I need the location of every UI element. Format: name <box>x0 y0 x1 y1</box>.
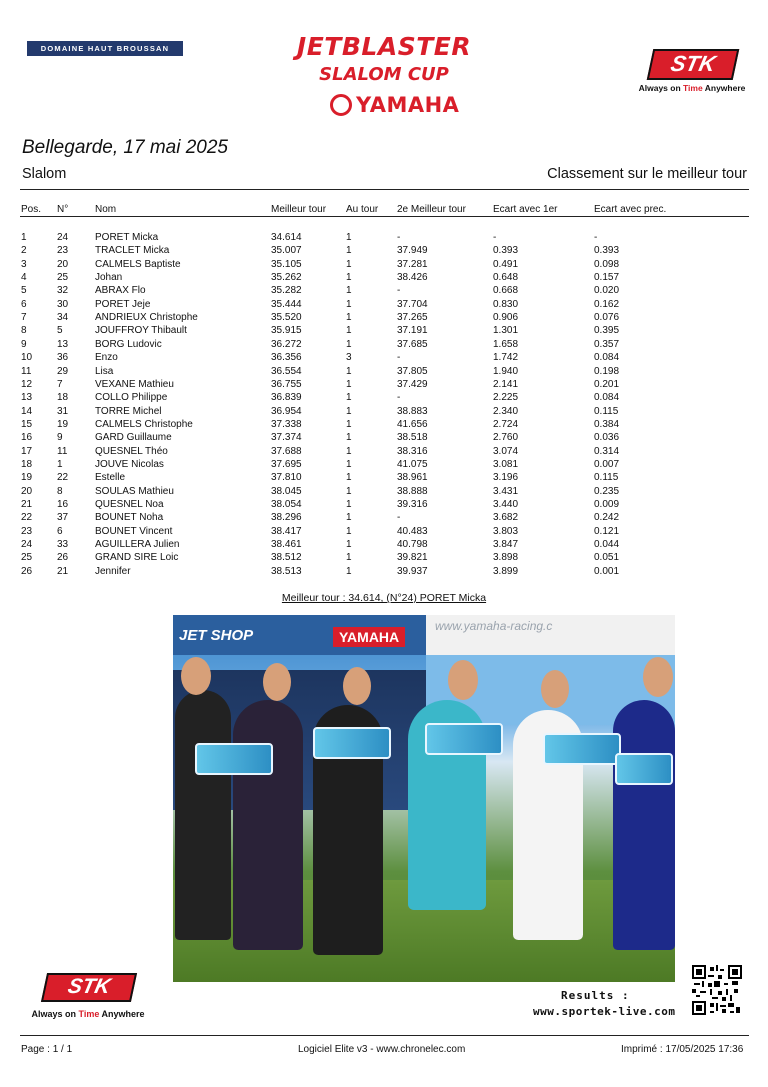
stk-tagline <box>637 83 747 93</box>
cell-best-lap: 37.374 <box>271 432 302 444</box>
cell-second-best: 37.805 <box>397 365 428 377</box>
cell-lap-number: 1 <box>346 418 352 430</box>
table-row <box>0 445 768 458</box>
person-head <box>181 657 211 695</box>
table-row <box>0 391 768 404</box>
cell-best-lap: 37.338 <box>271 418 302 430</box>
cell-second-best: 41.656 <box>397 418 428 430</box>
cell-second-best: - <box>397 512 401 524</box>
cell-name: TORRE Michel <box>95 405 162 417</box>
table-row <box>0 525 768 538</box>
cell-gap-prev: 0.157 <box>594 272 620 284</box>
cell-gap-prev: 0.235 <box>594 485 620 497</box>
cell-gap-first: 1.301 <box>493 325 519 337</box>
cell-second-best: 37.429 <box>397 378 428 390</box>
cell-number: 26 <box>57 552 69 564</box>
cell-second-best: 37.191 <box>397 325 428 337</box>
cell-best-lap: 34.614 <box>271 232 302 243</box>
cell-name: Enzo <box>95 352 118 364</box>
cell-second-best: 38.426 <box>397 272 428 284</box>
cell-best-lap: 35.520 <box>271 312 302 324</box>
cell-pos: 16 <box>21 432 33 444</box>
col-best-lap: Meilleur tour <box>271 204 327 215</box>
cell-lap-number: 1 <box>346 539 352 551</box>
cell-gap-prev: 0.007 <box>594 458 620 470</box>
cell-pos: 21 <box>21 499 33 510</box>
cell-pos: 12 <box>21 378 33 390</box>
cell-second-best: 38.518 <box>397 432 428 444</box>
cell-name: PORET Jeje <box>95 298 151 310</box>
cell-gap-first: 3.847 <box>493 539 519 551</box>
cell-second-best: 37.949 <box>397 245 428 257</box>
cell-gap-first: 2.141 <box>493 378 519 390</box>
cell-second-best: 39.821 <box>397 552 428 564</box>
cell-gap-first: 1.658 <box>493 338 519 350</box>
cell-best-lap: 37.688 <box>271 445 302 457</box>
cell-lap-number: 1 <box>346 258 352 270</box>
cell-pos: 25 <box>21 552 33 564</box>
cell-lap-number: 1 <box>346 325 352 337</box>
domaine-haut-broussan-logo: DOMAINE HAUT BROUSSAN <box>27 41 183 56</box>
cell-name: Johan <box>95 272 123 284</box>
cell-gap-prev: 0.036 <box>594 432 620 444</box>
cell-name: ABRAX Flo <box>95 285 146 297</box>
table-row <box>0 538 768 551</box>
cell-pos: 9 <box>21 338 27 350</box>
cell-best-lap: 38.054 <box>271 499 302 510</box>
stk-tagline-bottom <box>28 1009 148 1019</box>
cell-lap-number: 1 <box>346 445 352 457</box>
cell-pos: 11 <box>21 365 32 377</box>
cell-gap-first: 0.830 <box>493 298 519 310</box>
cell-gap-prev: 0.084 <box>594 392 620 404</box>
cell-best-lap: 35.262 <box>271 272 302 284</box>
cell-pos: 24 <box>21 539 33 551</box>
podium-person <box>175 690 231 940</box>
stk-logo-bottom: STK <box>41 973 137 1002</box>
cell-gap-first: 2.760 <box>493 432 519 444</box>
cell-gap-prev: 0.162 <box>594 298 620 310</box>
cell-gap-prev: 0.198 <box>594 365 620 377</box>
cell-gap-prev: - <box>594 232 598 243</box>
cell-second-best: 38.888 <box>397 485 428 497</box>
cell-pos: 22 <box>21 512 33 524</box>
cell-gap-prev: 0.084 <box>594 352 620 364</box>
cell-pos: 23 <box>21 525 33 537</box>
cell-gap-prev: 0.044 <box>594 539 620 551</box>
jetblaster-logo: JETBLASTER <box>296 32 472 61</box>
cell-second-best: 40.483 <box>397 525 428 537</box>
cell-second-best: 41.075 <box>397 458 428 470</box>
cell-name: CALMELS Christophe <box>95 418 193 430</box>
col-gap-first: Ecart avec 1er <box>493 204 558 215</box>
cell-pos: 18 <box>21 458 33 470</box>
cell-gap-first: 2.225 <box>493 392 519 404</box>
cell-second-best: 39.937 <box>397 565 428 577</box>
cell-lap-number: 1 <box>346 378 352 390</box>
cell-best-lap: 38.513 <box>271 565 302 577</box>
cell-name: QUESNEL Noa <box>95 499 164 510</box>
tagline-post: Anywhere <box>702 83 746 93</box>
cell-gap-first: 3.440 <box>493 499 519 510</box>
cell-pos: 2 <box>21 245 27 257</box>
cell-second-best: 37.704 <box>397 298 428 310</box>
footer-divider <box>20 1035 749 1036</box>
cell-gap-prev: 0.115 <box>594 472 619 484</box>
cell-pos: 8 <box>21 325 27 337</box>
cell-number: 37 <box>57 512 69 524</box>
table-row <box>0 258 768 271</box>
cell-lap-number: 1 <box>346 432 352 444</box>
col-lap-number: Au tour <box>346 204 379 215</box>
cell-second-best: 38.961 <box>397 472 428 484</box>
table-row <box>0 311 768 324</box>
cell-gap-prev: 0.384 <box>594 418 620 430</box>
cell-second-best: 40.798 <box>397 539 428 551</box>
cell-gap-first: 3.682 <box>493 512 519 524</box>
table-row <box>0 471 768 484</box>
table-row <box>0 298 768 311</box>
col-number: N° <box>57 204 69 215</box>
trophy <box>195 743 273 775</box>
cell-best-lap: 36.839 <box>271 392 302 404</box>
cell-name: CALMELS Baptiste <box>95 258 181 270</box>
cell-gap-first: 2.340 <box>493 405 519 417</box>
cell-name: Jennifer <box>95 565 131 577</box>
cell-best-lap: 35.282 <box>271 285 302 297</box>
cell-second-best: - <box>397 285 401 297</box>
cell-best-lap: 35.444 <box>271 298 302 310</box>
person-head <box>263 663 291 701</box>
table-row <box>0 458 768 471</box>
yamaha-wordmark: YAMAHA <box>356 93 460 117</box>
cell-name: GARD Guillaume <box>95 432 172 444</box>
cell-gap-prev: 0.076 <box>594 312 620 324</box>
cell-lap-number: 1 <box>346 458 352 470</box>
cell-lap-number: 1 <box>346 552 352 564</box>
cell-number: 34 <box>57 312 69 324</box>
cell-number: 11 <box>57 445 68 457</box>
cell-gap-first: 2.724 <box>493 418 519 430</box>
table-row <box>0 551 768 564</box>
table-row <box>0 511 768 524</box>
table-row <box>0 271 768 284</box>
person-head <box>541 670 569 708</box>
cell-number: 21 <box>57 565 69 577</box>
cell-pos: 17 <box>21 445 33 457</box>
cell-second-best: - <box>397 232 401 243</box>
cell-number: 30 <box>57 298 69 310</box>
cell-gap-first: 0.648 <box>493 272 519 284</box>
cell-gap-prev: 0.098 <box>594 258 620 270</box>
cell-gap-first: 1.940 <box>493 365 519 377</box>
results-label: Results : <box>561 989 630 1002</box>
cell-number: 22 <box>57 472 69 484</box>
cell-gap-prev: 0.020 <box>594 285 620 297</box>
cell-pos: 3 <box>21 258 27 270</box>
cell-pos: 26 <box>21 565 33 577</box>
cell-number: 13 <box>57 338 69 350</box>
podium-person <box>613 700 675 950</box>
cell-best-lap: 36.954 <box>271 405 302 417</box>
trophy <box>543 733 621 765</box>
cell-gap-prev: 0.314 <box>594 445 620 457</box>
cell-best-lap: 36.554 <box>271 365 302 377</box>
cell-number: 5 <box>57 325 63 337</box>
cell-name: GRAND SIRE Loic <box>95 552 179 564</box>
cell-lap-number: 1 <box>346 485 352 497</box>
table-header-divider <box>20 216 749 217</box>
table-row <box>0 378 768 391</box>
table-row <box>0 351 768 364</box>
person-head <box>643 657 673 697</box>
podium-person <box>233 700 303 950</box>
cell-pos: 7 <box>21 312 27 324</box>
cell-gap-prev: 0.051 <box>594 552 620 564</box>
yamaha-banner: YAMAHA <box>333 627 405 647</box>
table-row <box>0 498 768 511</box>
event-title: Bellegarde, 17 mai 2025 <box>22 137 228 158</box>
cell-number: 36 <box>57 352 69 364</box>
yamaha-logo <box>330 92 459 118</box>
cell-gap-prev: 0.115 <box>594 405 619 417</box>
cell-lap-number: 1 <box>346 499 352 510</box>
cell-second-best: 37.281 <box>397 258 428 270</box>
cell-gap-prev: 0.242 <box>594 512 620 524</box>
cell-lap-number: 1 <box>346 338 352 350</box>
cell-second-best: 39.316 <box>397 499 428 510</box>
cell-number: 24 <box>57 232 69 243</box>
cell-pos: 14 <box>21 405 33 417</box>
table-row <box>0 431 768 444</box>
cell-gap-first: 3.899 <box>493 565 519 577</box>
cell-number: 7 <box>57 378 63 390</box>
trophy <box>313 727 391 759</box>
ranking-type: Classement sur le meilleur tour <box>547 166 747 182</box>
table-row <box>0 365 768 378</box>
cell-gap-first: - <box>493 232 497 243</box>
cell-gap-first: 0.393 <box>493 245 519 257</box>
cell-gap-prev: 0.009 <box>594 499 620 510</box>
cell-best-lap: 36.272 <box>271 338 302 350</box>
yamaha-racing-banner: www.yamaha-racing.c <box>435 619 553 633</box>
results-link[interactable]: www.sportek-live.com <box>533 1005 676 1018</box>
cell-number: 18 <box>57 392 69 404</box>
cell-gap-prev: 0.357 <box>594 338 620 350</box>
cell-gap-prev: 0.393 <box>594 245 620 257</box>
cell-lap-number: 3 <box>346 352 352 364</box>
cell-pos: 6 <box>21 298 27 310</box>
cell-lap-number: 1 <box>346 232 352 243</box>
table-row <box>0 244 768 257</box>
cell-name: BOUNET Noha <box>95 512 164 524</box>
cell-name: Estelle <box>95 472 126 484</box>
cell-name: Lisa <box>95 365 114 377</box>
person-head <box>448 660 478 700</box>
cell-best-lap: 38.045 <box>271 485 302 497</box>
cell-name: PORET Micka <box>95 232 159 243</box>
jet-shop-banner: JET SHOP <box>179 627 254 644</box>
tagline-pre: Always on <box>638 83 684 93</box>
cell-gap-first: 0.491 <box>493 258 519 270</box>
cell-name: QUESNEL Théo <box>95 445 168 457</box>
cell-lap-number: 1 <box>346 405 352 417</box>
cell-number: 23 <box>57 245 69 257</box>
cell-lap-number: 1 <box>346 298 352 310</box>
cell-lap-number: 1 <box>346 525 352 537</box>
cell-lap-number: 1 <box>346 392 352 404</box>
cell-number: 16 <box>57 499 69 510</box>
cell-number: 8 <box>57 485 63 497</box>
cell-gap-prev: 0.121 <box>594 525 620 537</box>
cell-pos: 5 <box>21 285 27 297</box>
cell-best-lap: 38.461 <box>271 539 302 551</box>
cell-second-best: 37.685 <box>397 338 428 350</box>
cell-name: VEXANE Mathieu <box>95 378 174 390</box>
cell-gap-first: 0.668 <box>493 285 519 297</box>
cell-name: ANDRIEUX Christophe <box>95 312 198 324</box>
cell-lap-number: 1 <box>346 245 352 257</box>
category-label: Slalom <box>22 166 67 182</box>
cell-best-lap: 35.915 <box>271 325 302 337</box>
cell-best-lap: 37.695 <box>271 458 302 470</box>
tagline-post: Anywhere <box>99 1009 145 1019</box>
cell-best-lap: 37.810 <box>271 472 302 484</box>
cell-pos: 4 <box>21 272 27 284</box>
best-lap-summary: Meilleur tour : 34.614, (N°24) PORET Micka <box>281 592 487 604</box>
cell-second-best: 37.265 <box>397 312 428 324</box>
person-head <box>343 667 371 705</box>
software-credit: Logiciel Elite v3 - www.chronelec.com <box>298 1044 466 1055</box>
cell-number: 29 <box>57 365 69 377</box>
cell-gap-first: 3.074 <box>493 445 519 457</box>
table-row <box>0 565 768 578</box>
cell-second-best: 38.316 <box>397 445 428 457</box>
table-row <box>0 418 768 431</box>
printed-timestamp: Imprimé : 17/05/2025 17:36 <box>621 1044 744 1055</box>
cell-gap-first: 3.081 <box>493 458 519 470</box>
yamaha-tuning-fork-icon <box>330 94 352 116</box>
table-row <box>0 338 768 351</box>
cell-pos: 13 <box>21 392 33 404</box>
cell-number: 20 <box>57 258 69 270</box>
cell-name: JOUVE Nicolas <box>95 458 164 470</box>
page-number: Page : 1 / 1 <box>21 1044 73 1055</box>
cell-lap-number: 1 <box>346 565 352 577</box>
podium-photo <box>173 615 675 982</box>
cell-gap-prev: 0.001 <box>594 565 620 577</box>
qr-code-icon[interactable] <box>692 965 742 1015</box>
cell-lap-number: 1 <box>346 512 352 524</box>
cell-second-best: - <box>397 352 401 364</box>
cell-gap-first: 1.742 <box>493 352 519 364</box>
cell-pos: 10 <box>21 352 33 364</box>
cell-lap-number: 1 <box>346 285 352 297</box>
cell-gap-prev: 0.395 <box>594 325 620 337</box>
cell-gap-first: 3.431 <box>493 485 519 497</box>
cell-best-lap: 36.356 <box>271 352 302 364</box>
cell-number: 32 <box>57 285 69 297</box>
cell-name: BORG Ludovic <box>95 338 162 350</box>
trophy <box>615 753 673 785</box>
table-row <box>0 324 768 337</box>
trophy <box>425 723 503 755</box>
cell-number: 19 <box>57 418 69 430</box>
cell-gap-prev: 0.201 <box>594 378 620 390</box>
tagline-pre: Always on <box>31 1009 79 1019</box>
col-gap-prev: Ecart avec prec. <box>594 204 667 215</box>
cell-number: 33 <box>57 539 69 551</box>
stk-logo: STK <box>647 49 740 80</box>
cell-pos: 20 <box>21 485 33 497</box>
cell-pos: 15 <box>21 418 33 430</box>
cell-name: BOUNET Vincent <box>95 525 173 537</box>
cell-number: 6 <box>57 525 63 537</box>
cell-number: 1 <box>57 458 63 470</box>
cell-gap-first: 3.803 <box>493 525 519 537</box>
cell-gap-first: 3.898 <box>493 552 519 564</box>
col-second-best: 2e Meilleur tour <box>397 204 466 215</box>
cell-lap-number: 1 <box>346 272 352 284</box>
col-pos: Pos. <box>21 204 42 215</box>
cell-best-lap: 38.417 <box>271 525 302 537</box>
cell-name: SOULAS Mathieu <box>95 485 174 497</box>
cell-number: 25 <box>57 272 69 284</box>
cell-number: 31 <box>57 405 69 417</box>
table-row <box>0 485 768 498</box>
cell-lap-number: 1 <box>346 312 352 324</box>
cell-best-lap: 38.296 <box>271 512 302 524</box>
slalom-cup-logo: SLALOM CUP <box>319 64 449 85</box>
tagline-time: Time <box>78 1009 100 1019</box>
cell-lap-number: 1 <box>346 365 352 377</box>
table-row <box>0 231 768 244</box>
table-row <box>0 405 768 418</box>
cell-name: JOUFFROY Thibault <box>95 325 187 337</box>
cell-gap-first: 0.906 <box>493 312 519 324</box>
cell-name: AGUILLERA Julien <box>95 539 180 551</box>
cell-lap-number: 1 <box>346 472 352 484</box>
cell-second-best: - <box>397 392 401 404</box>
cell-number: 9 <box>57 432 63 444</box>
cell-best-lap: 36.755 <box>271 378 302 390</box>
cell-pos: 1 <box>21 232 27 243</box>
cell-best-lap: 38.512 <box>271 552 302 564</box>
col-name: Nom <box>95 204 117 215</box>
tagline-time: Time <box>683 83 703 93</box>
cell-pos: 19 <box>21 472 33 484</box>
cell-name: COLLO Philippe <box>95 392 168 404</box>
header-divider <box>20 189 749 190</box>
cell-gap-first: 3.196 <box>493 472 519 484</box>
cell-second-best: 38.883 <box>397 405 428 417</box>
cell-name: TRACLET Micka <box>95 245 170 257</box>
cell-best-lap: 35.007 <box>271 245 302 257</box>
table-row <box>0 284 768 297</box>
cell-best-lap: 35.105 <box>271 258 302 270</box>
